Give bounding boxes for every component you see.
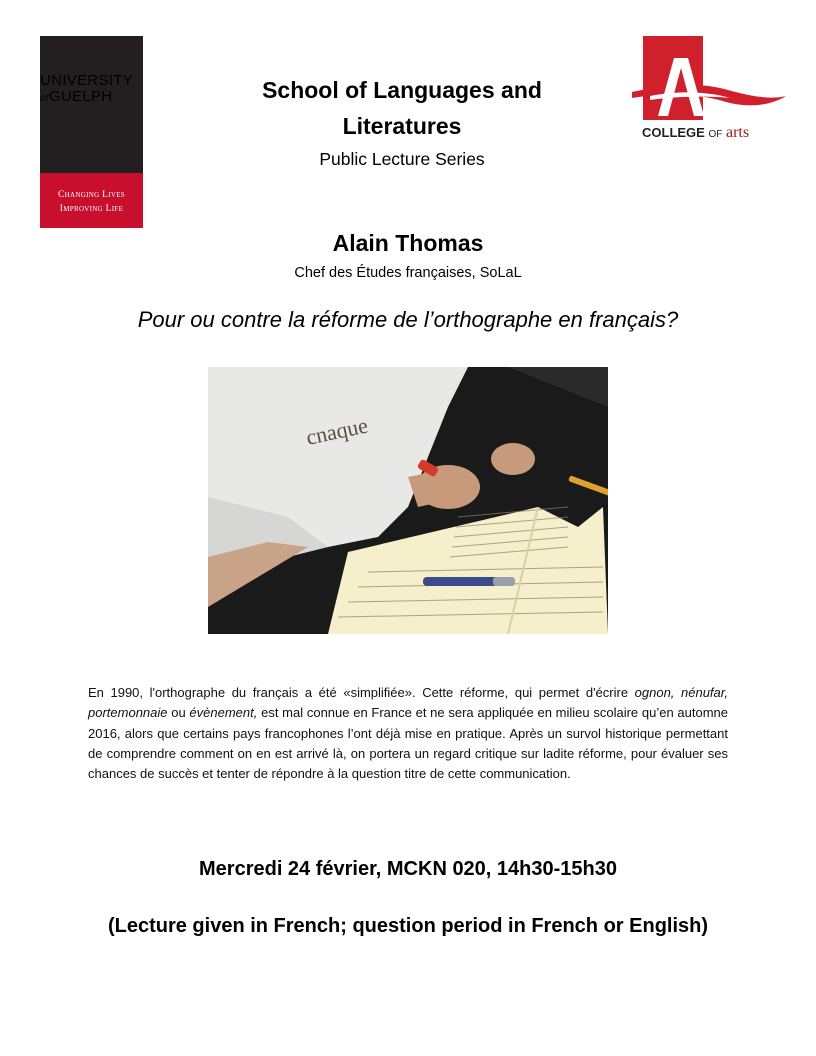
lecture-abstract: [88, 683, 728, 784]
lecture-series-label: Public Lecture Series: [319, 149, 485, 169]
college-of-arts-logo: [630, 36, 790, 146]
university-of-guelph-logo: [40, 36, 143, 214]
logo-tagline-2: Improving Life: [59, 204, 124, 214]
lecture-title: Pour ou contre la réforme de l’orthographe en français?: [137, 307, 679, 332]
abstract-paragraph: En 1990, l'orthographe du français a été «simplifiée». Cette réforme, qui permet d'écrire ognon, nénufar, portemonnaie ou évènement, est mal connue en France et ne sera appliquée en milieu scolaire qu’en automne 2016, alors que certains pays francophones l’ont déjà mise en pratique. Après un survol historique permettant de comprendre comment on en est arrivé là, on portera un regard critique sur ladite réforme, pour évaluer ses chances de succès et tenter de répondre à la question titre de cette communication.: [88, 685, 728, 782]
event-date-location: Mercredi 24 février, MCKN 020, 14h30-15h30: [199, 858, 617, 880]
college-of-arts-wordmark: COLLEGE OF arts: [642, 124, 750, 141]
logo-guelph-word: ofGUELPH: [40, 88, 113, 105]
person-writing-illustration: [208, 367, 608, 634]
svg-text:cnaque: cnaque: [303, 412, 370, 450]
logo-tagline-1: Changing Lives: [58, 190, 125, 200]
speaker-name: Alain Thomas: [332, 230, 484, 256]
logo-tagline-band: [40, 173, 143, 228]
school-name-line-2: Literatures: [342, 113, 462, 139]
writing-photo: [208, 367, 608, 634]
speaker-role: Chef des Études françaises, SoLaL: [294, 265, 522, 281]
college-of-arts-emblem-icon: [630, 36, 790, 124]
school-name-line-1: School of Languages and: [262, 77, 542, 103]
language-note: (Lecture given in French; question period in French or English): [107, 915, 709, 937]
logo-university-word: UNIVERSITY: [40, 72, 134, 89]
